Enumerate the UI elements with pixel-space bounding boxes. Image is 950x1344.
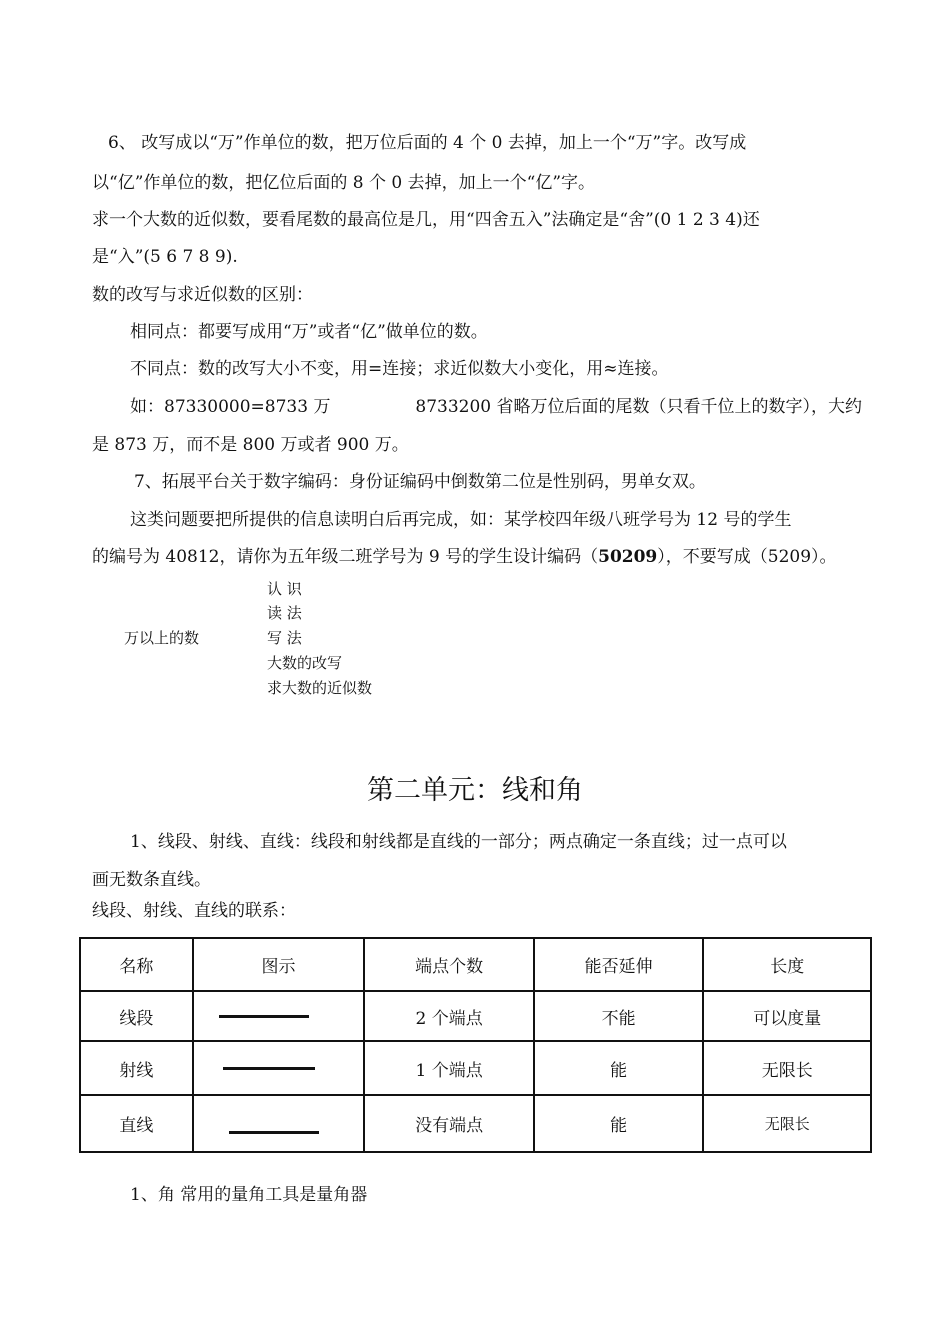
tree-item-write: 写 法 bbox=[267, 629, 302, 647]
header-diagram: 图示 bbox=[193, 938, 365, 991]
header-endpoints: 端点个数 bbox=[364, 938, 534, 991]
row-endpoints: 没有端点 bbox=[364, 1095, 534, 1152]
section6-line1: 6、 改写成以“万”作单位的数，把万位后面的 4 个 0 去掉，加上一个“万”字。改写成 bbox=[108, 133, 747, 153]
straight-line-diagram bbox=[193, 1095, 365, 1152]
example-b: 8733200 省略万位后面的尾数（只看千位上的数字），大约 bbox=[415, 397, 862, 417]
tree-item-read: 读 法 bbox=[267, 604, 302, 622]
section6-line5: 数的改写与求近似数的区别： bbox=[92, 285, 313, 305]
row-name: 线段 bbox=[80, 991, 193, 1041]
row-endpoints: 2 个端点 bbox=[364, 991, 534, 1041]
lines-table bbox=[79, 937, 872, 1153]
tree-item-approx: 求大数的近似数 bbox=[267, 679, 373, 697]
table-row bbox=[80, 1095, 871, 1152]
unit-title: 第二单元：线和角 bbox=[367, 775, 583, 806]
tree-item-recognize: 认 识 bbox=[267, 580, 302, 598]
table-header-row bbox=[80, 938, 871, 991]
row-length: 可以度量 bbox=[703, 991, 871, 1041]
section6-line2: 以“亿”作单位的数，把亿位后面的 8 个 0 去掉，加上一个“亿”字。 bbox=[92, 173, 596, 193]
ray-diagram bbox=[193, 1041, 365, 1095]
table-row bbox=[80, 1041, 871, 1095]
code-answer: 50209 bbox=[598, 547, 658, 567]
unit2-p2: 线段、射线、直线的联系： bbox=[92, 901, 296, 921]
row-endpoints: 1 个端点 bbox=[364, 1041, 534, 1095]
example-c: 是 873 万，而不是 800 万或者 900 万。 bbox=[92, 435, 409, 455]
segment-line bbox=[219, 1015, 309, 1018]
row-length: 无限长 bbox=[703, 1095, 871, 1152]
section7-line2: 这类问题要把所提供的信息读明白后再完成，如：某学校四年级八班学号为 12 号的学生 bbox=[130, 510, 792, 530]
example-line bbox=[130, 395, 862, 419]
section6-line4: 是“入”(5 6 7 8 9). bbox=[92, 247, 238, 267]
segment-diagram bbox=[193, 991, 365, 1041]
tree-item-rewrite: 大数的改写 bbox=[267, 654, 343, 672]
header-name: 名称 bbox=[80, 938, 193, 991]
tree-root: 万以上的数 bbox=[124, 629, 200, 647]
header-extend: 能否延伸 bbox=[534, 938, 704, 991]
row-name: 射线 bbox=[80, 1041, 193, 1095]
row-extend: 不能 bbox=[534, 991, 704, 1041]
row-extend: 能 bbox=[534, 1095, 704, 1152]
table-row bbox=[80, 991, 871, 1041]
example-a: 如：87330000=8733 万 bbox=[130, 397, 331, 417]
same-point-text: 相同点：都要写成用“万”或者“亿”做单位的数。 bbox=[130, 322, 488, 342]
row-name: 直线 bbox=[80, 1095, 193, 1152]
straight-line bbox=[229, 1131, 319, 1134]
angle-line: 1、角 常用的量角工具是量角器 bbox=[130, 1185, 368, 1205]
unit2-p1-line1: 1、线段、射线、直线：线段和射线都是直线的一部分；两点确定一条直线；过一点可以 bbox=[130, 832, 787, 852]
header-length: 长度 bbox=[703, 938, 871, 991]
ray-line bbox=[223, 1067, 315, 1070]
diff-point-text: 不同点：数的改写大小不变，用=连接；求近似数大小变化，用≈连接。 bbox=[130, 359, 669, 379]
row-extend: 能 bbox=[534, 1041, 704, 1095]
section7-line3-post: ），不要写成（5209）。 bbox=[657, 547, 837, 567]
unit2-p1-line2: 画无数条直线。 bbox=[92, 870, 211, 890]
section7-line3 bbox=[92, 545, 862, 569]
section7-line3-pre: 的编号为 40812，请你为五年级二班学号为 9 号的学生设计编码（ bbox=[92, 547, 599, 567]
row-length: 无限长 bbox=[703, 1041, 871, 1095]
section7-line1: 7、拓展平台关于数字编码：身份证编码中倒数第二位是性别码，男单女双。 bbox=[134, 472, 706, 492]
section6-line3: 求一个大数的近似数，要看尾数的最高位是几，用“四舍五入”法确定是“舍”(0 1 2 3 4)还 bbox=[92, 210, 760, 230]
